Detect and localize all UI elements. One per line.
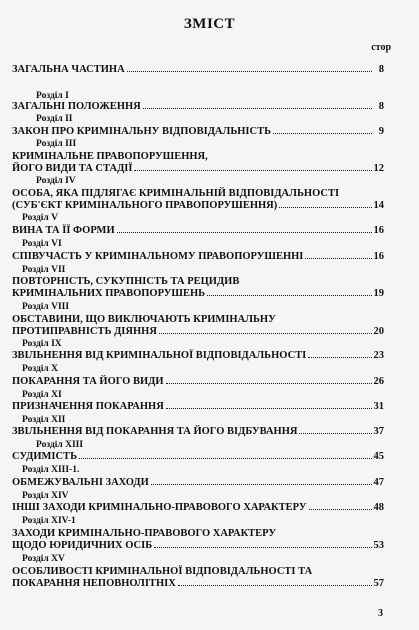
section-label: Розділ X xyxy=(22,364,58,374)
toc-entry-title: КРИМІНАЛЬНИХ ПРАВОПОРУШЕНЬ xyxy=(12,288,206,299)
toc-entry[interactable] xyxy=(12,276,384,300)
leader-dots xyxy=(127,71,372,72)
toc-entry-title-line1: ОБСТАВИНИ, ЩО ВИКЛЮЧАЮТЬ КРИМІНАЛЬНУ xyxy=(12,314,276,325)
toc-entry[interactable] xyxy=(12,314,384,338)
toc-entry-title: ЗАКОН ПРО КРИМІНАЛЬНУ ВІДПОВІДАЛЬНІСТЬ xyxy=(12,126,272,137)
toc-entry-page: 47 xyxy=(373,477,384,488)
toc-entry[interactable] xyxy=(12,251,384,263)
section-label: Розділ ІІ xyxy=(36,114,73,124)
leader-dots xyxy=(305,258,371,259)
toc-entry-page: 57 xyxy=(373,578,384,589)
toc-entry-page: 31 xyxy=(373,401,384,412)
leader-dots xyxy=(79,458,371,459)
section-label: Розділ V xyxy=(22,213,58,223)
toc-entry-title-line1: ОСОБЛИВОСТІ КРИМІНАЛЬНОЇ ВІДПОВІДАЛЬНОСТІ ТА xyxy=(12,566,313,577)
toc-entry-page: 16 xyxy=(373,251,384,262)
toc-entry-title: ІНШІ ЗАХОДИ КРИМІНАЛЬНО-ПРАВОВОГО ХАРАКТЕРУ xyxy=(12,502,307,513)
toc-entry[interactable] xyxy=(12,151,384,175)
toc-entry-title: ПОКАРАННЯ ТА ЙОГО ВИДИ xyxy=(12,376,164,387)
toc-entry-title-line1: ОСОБА, ЯКА ПІДЛЯГАЄ КРИМІНАЛЬНІЙ ВІДПОВІДАЛЬНОСТІ xyxy=(12,188,340,199)
toc-entry-title: СПІВУЧАСТЬ У КРИМІНАЛЬНОМУ ПРАВОПОРУШЕННІ xyxy=(12,251,304,262)
toc-entry-page: 48 xyxy=(373,502,384,513)
section-label: Розділ XII xyxy=(22,415,66,425)
toc-entry[interactable] xyxy=(12,451,384,463)
toc-entry[interactable] xyxy=(12,477,384,489)
section-label: Розділ XIII xyxy=(36,440,84,450)
leader-dots xyxy=(151,484,372,485)
section-label: Розділ IV xyxy=(36,176,76,186)
leader-dots xyxy=(207,295,371,296)
leader-dots xyxy=(159,333,372,334)
toc-entry[interactable] xyxy=(12,188,384,212)
toc-entry-page: 16 xyxy=(373,225,384,236)
toc-entry[interactable] xyxy=(12,64,384,76)
toc-entry-title-line1: КРИМІНАЛЬНЕ ПРАВОПОРУШЕННЯ, xyxy=(12,151,208,162)
toc-entry-title: ЗАГАЛЬНА ЧАСТИНА xyxy=(12,64,125,75)
toc-entry-title: ОБМЕЖУВАЛЬНІ ЗАХОДИ xyxy=(12,477,149,488)
toc-entry-title: ЩОДО ЮРИДИЧНИХ ОСІБ xyxy=(12,540,153,551)
toc-entry[interactable] xyxy=(12,225,384,237)
toc-entry-title: ВИНА ТА ЇЇ ФОРМИ xyxy=(12,225,115,236)
leader-dots xyxy=(178,585,372,586)
leader-dots xyxy=(299,433,371,434)
toc-entry-title: ЙОГО ВИДИ ТА СТАДІЇ xyxy=(12,163,133,174)
leader-dots xyxy=(279,207,371,208)
toc-entry-page: 19 xyxy=(373,288,384,299)
section-label: Розділ XV xyxy=(22,554,65,564)
toc-entry-page: 12 xyxy=(373,163,384,174)
toc-entry[interactable] xyxy=(12,528,384,552)
toc-entry-page: 8 xyxy=(378,64,384,75)
section-label: Розділ XIII-1. xyxy=(22,465,80,475)
section-label: Розділ XI xyxy=(22,390,62,400)
leader-dots xyxy=(166,383,372,384)
toc-entry-page: 9 xyxy=(378,126,384,137)
leader-dots xyxy=(154,547,371,548)
toc-entry-title: ЗВІЛЬНЕННЯ ВІД КРИМІНАЛЬНОЇ ВІДПОВІДАЛЬНОСТІ xyxy=(12,350,307,361)
page-column-header: стор xyxy=(371,42,391,53)
leader-dots xyxy=(273,133,372,134)
section-label: Розділ XIV-1 xyxy=(22,516,76,526)
toc-entry[interactable] xyxy=(12,426,384,438)
leader-dots xyxy=(166,408,372,409)
page-title: ЗМІСТ xyxy=(183,16,236,32)
section-label: Розділ VIII xyxy=(22,302,70,312)
leader-dots xyxy=(308,357,371,358)
toc-entry[interactable] xyxy=(12,401,384,413)
toc-entry-title: ЗАГАЛЬНІ ПОЛОЖЕННЯ xyxy=(12,101,141,112)
toc-entry-page: 23 xyxy=(373,350,384,361)
section-label: Розділ VII xyxy=(22,265,66,275)
toc-entry-page: 20 xyxy=(373,326,384,337)
toc-entry[interactable] xyxy=(12,502,384,514)
leader-dots xyxy=(134,170,371,171)
leader-dots xyxy=(117,232,372,233)
leader-dots xyxy=(309,509,372,510)
toc-entry-title: ПОКАРАННЯ НЕПОВНОЛІТНІХ xyxy=(12,578,176,589)
toc-entry-page: 53 xyxy=(373,540,384,551)
toc-entry-title: СУДИМІСТЬ xyxy=(12,451,78,462)
toc-entry-title: (СУБ'ЄКТ КРИМІНАЛЬНОГО ПРАВОПОРУШЕННЯ) xyxy=(12,200,278,211)
section-label: Розділ IX xyxy=(22,339,62,349)
toc-entry-title-line1: ПОВТОРНІСТЬ, СУКУПНІСТЬ ТА РЕЦИДИВ xyxy=(12,276,240,287)
toc-entry-title-line1: ЗАХОДИ КРИМІНАЛЬНО-ПРАВОВОГО ХАРАКТЕРУ xyxy=(12,528,277,539)
toc-entry-page: 14 xyxy=(373,200,384,211)
toc-entry-title: ПРИЗНАЧЕННЯ ПОКАРАННЯ xyxy=(12,401,164,412)
toc-entry[interactable] xyxy=(12,101,384,113)
toc-entry-page: 45 xyxy=(373,451,384,462)
page-number: 3 xyxy=(378,608,383,619)
section-label: Розділ VI xyxy=(22,239,62,249)
toc-entry-page: 26 xyxy=(373,376,384,387)
toc-entry-page: 8 xyxy=(378,101,384,112)
toc-entry[interactable] xyxy=(12,566,384,590)
section-label: Розділ ІІІ xyxy=(36,139,77,149)
section-label: Розділ XIV xyxy=(22,491,69,501)
toc-entry[interactable] xyxy=(12,350,384,362)
toc-entry-page: 37 xyxy=(373,426,384,437)
toc-entry[interactable] xyxy=(12,126,384,138)
leader-dots xyxy=(143,108,372,109)
toc-entry[interactable] xyxy=(12,376,384,388)
toc-entry-title: ПРОТИПРАВНІСТЬ ДІЯННЯ xyxy=(12,326,157,337)
toc-entry-title: ЗВІЛЬНЕННЯ ВІД ПОКАРАННЯ ТА ЙОГО ВІДБУВАННЯ xyxy=(12,426,298,437)
section-label: Розділ І xyxy=(36,91,69,101)
